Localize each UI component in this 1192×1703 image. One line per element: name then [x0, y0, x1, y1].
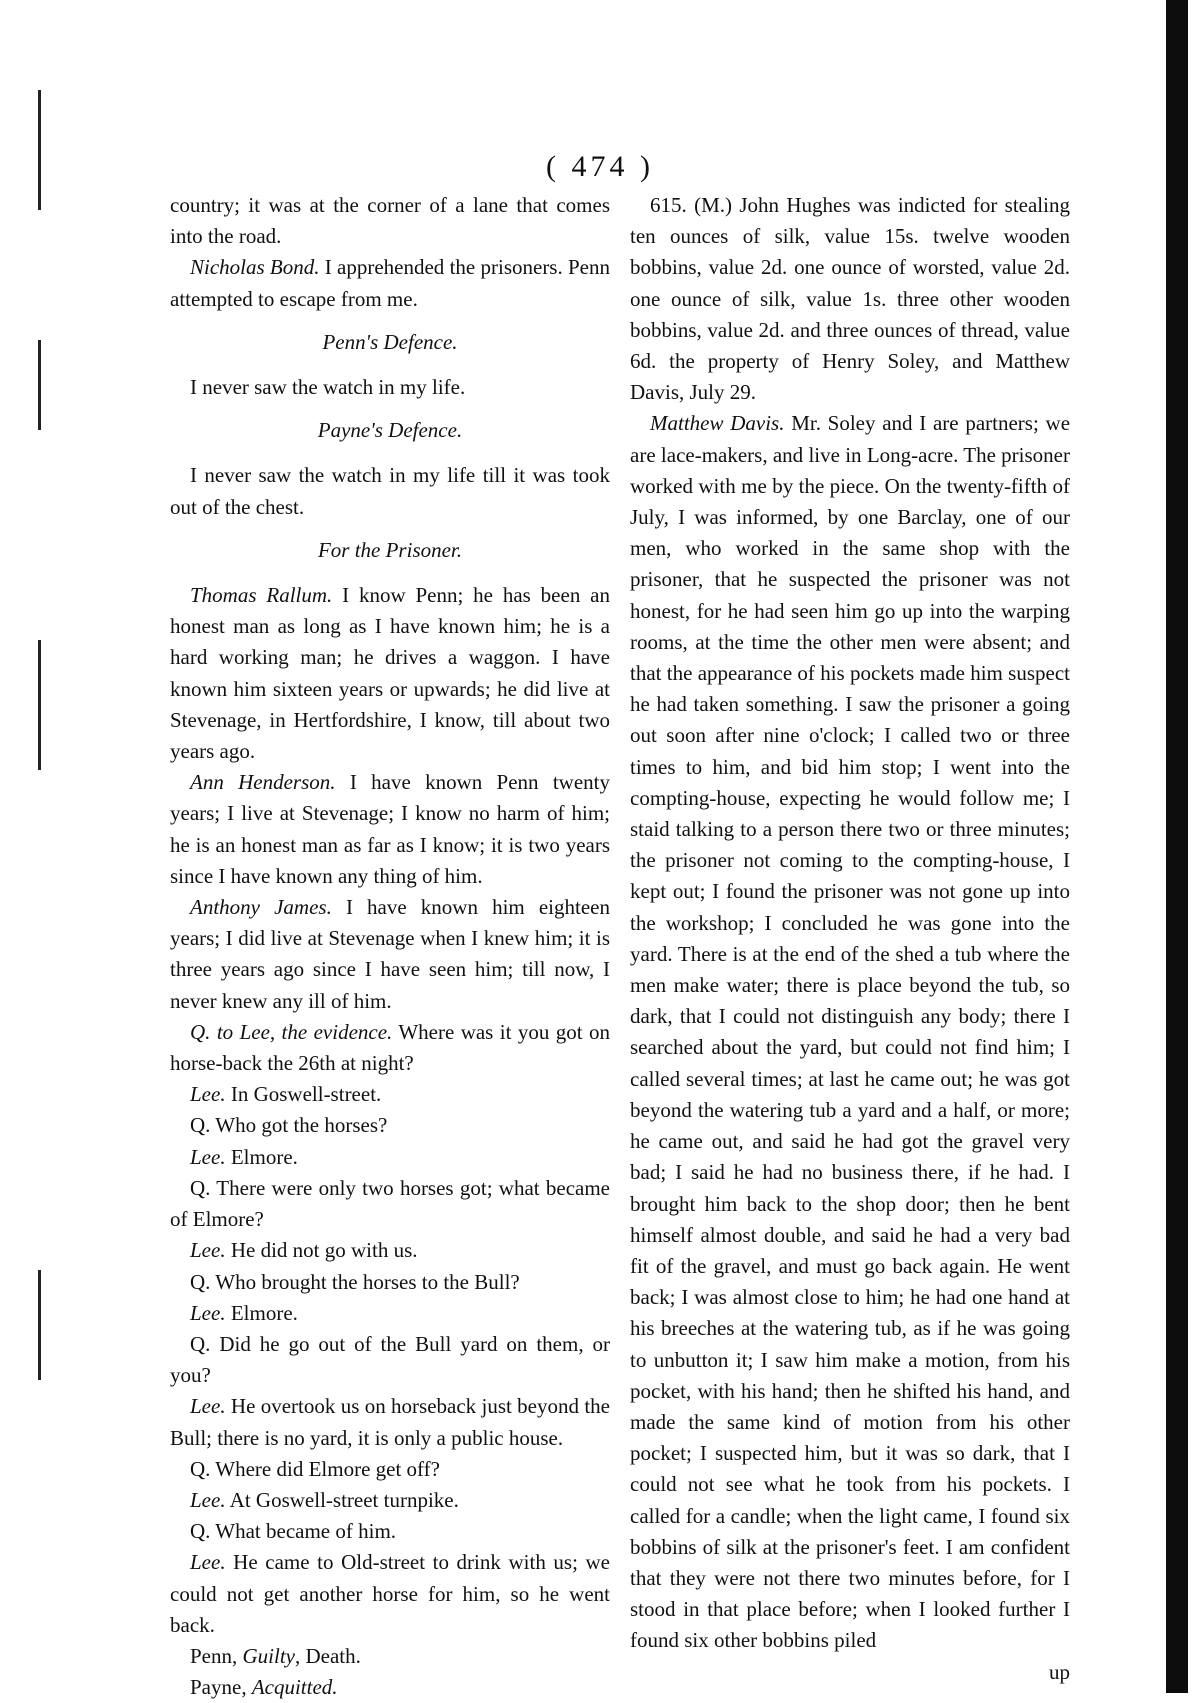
testimony-paragraph — [170, 252, 610, 314]
catchword: up — [1049, 1659, 1070, 1684]
verdict-line — [170, 1641, 610, 1672]
testimony-paragraph — [170, 767, 610, 892]
answer-paragraph — [170, 1547, 610, 1641]
testimony-paragraph — [170, 580, 610, 767]
answer-paragraph — [170, 1485, 610, 1516]
answer-paragraph — [170, 1235, 610, 1266]
answer-paragraph — [170, 1079, 610, 1110]
testimony-text: I have known Penn twenty years; I live at Stevenage; I know no harm of him; he is an honest man as far as I know; it is two years since I have known any thing of him. — [170, 770, 610, 888]
answer-paragraph — [170, 1298, 610, 1329]
verdict: Guilty — [242, 1643, 295, 1668]
scan-edge-bar — [1166, 0, 1188, 1693]
answer-paragraph — [170, 1391, 610, 1453]
indictment-paragraph — [630, 190, 1070, 408]
speaker-name: Lee. — [190, 1487, 226, 1512]
paragraph: country; it was at the corner of a lane that comes into the road. — [170, 193, 610, 249]
speaker-name: Lee. — [190, 1144, 226, 1169]
scan-margin-mark — [38, 90, 41, 210]
speaker-name: Matthew Davis. — [650, 411, 785, 436]
paragraph: I never saw the watch in my life till it was took out of the chest. — [170, 463, 610, 519]
defendant-name: Payne, — [190, 1675, 252, 1700]
section-heading: Penn's Defence. — [322, 329, 458, 354]
answer-text: At Goswell-street turnpike. — [225, 1487, 459, 1512]
question-paragraph: Q. There were only two horses got; what became of Elmore? — [170, 1175, 610, 1232]
answer-text: In Goswell-street. — [225, 1082, 382, 1107]
speaker-name: Ann Henderson. — [190, 770, 336, 795]
speaker-name: Lee. — [190, 1394, 226, 1419]
speaker-name: Lee. — [190, 1238, 226, 1263]
testimony-text: I know Penn; he has been an honest man as long as I have known him; he is a hard working man; he drives a waggon. I have known him sixteen years or upwards; he did live at Stevenage, in Hertfordshire, I know, till about two years ago. — [170, 583, 610, 764]
speaker-name: Thomas Rallum. — [190, 583, 333, 608]
question-paragraph: Q. Did he go out of the Bull yard on them, or you? — [170, 1331, 610, 1388]
question-paragraph: Q. Who brought the horses to the Bull? — [190, 1269, 520, 1294]
case-number: 615. (M.) — [650, 193, 740, 217]
scan-margin-mark — [38, 640, 41, 770]
right-column — [630, 190, 1070, 1688]
question-paragraph: Q. Who got the horses? — [190, 1113, 388, 1138]
answer-text: He came to Old-street to drink with us; we could not get another horse for him, so he went back. — [170, 1550, 610, 1637]
speaker-name: Nicholas Bond. — [190, 255, 320, 280]
left-column — [170, 190, 610, 1703]
question-paragraph — [170, 1017, 610, 1079]
speaker-name: Lee. — [190, 1550, 226, 1575]
testimony-paragraph — [170, 892, 610, 1017]
answer-text: He overtook us on horseback just beyond the Bull; there is no yard, it is only a public house. — [170, 1394, 610, 1450]
verdict: Acquitted. — [251, 1675, 338, 1700]
answer-text: Elmore. — [225, 1144, 298, 1169]
speaker-name: Anthony James. — [190, 895, 332, 920]
question-paragraph: Q. Where did Elmore get off? — [190, 1456, 440, 1481]
testimony-text: Mr. Soley and I are partners; we are lace-makers, and live in Long-acre. The prisoner worked with me by the piece. On the twenty-fifth of July, I was informed, by one Barclay, one of our men, who worked in the same shop with the prisoner, that he suspected the prisoner was not honest, for he had seen him go up into the warping rooms, at the time the other men were absent; and that the appearance of his pockets made him suspect he had taken something. I saw the prisoner a going out soon after nine o'clock; I called two or three times to him, and bid him stop; I went into the compting-house, expecting he would follow me; I staid talking to a person there two or three minutes; the prisoner not coming to the compting-house, I kept out; I found the prisoner was not gone up into the workshop; I concluded he was gone into the yard. There is at the end of the shed a tub where the men make water; there is place beyond the tub, so dark, that I could not distinguish any body; there I searched about the yard, but could not find him; I called several times; at last he came out; he was got beyond the watering tub a yard and a half, or more; he came out, and said he had got the gravel very bad; I said he had no business there, if he had. I brought him back to the shop door; then he bent himself almost double, and said he had a very bad fit of the gravel, and must go back again. He went back; I was almost close to him; he had one hand at his breeches at the watering tub, as if he was going to unbutton it; I saw him make a motion, from his pocket, with his hand; then he shifted his hand, and made the same kind of motion from his other pocket; I suspected him, but it was so dark, that I could not see what he took from his pockets. I called for a candle; when the light came, I found six bobbins of silk at the prisoner's feet. I am confident that they were not there two minutes before, for I stood in that place before; when I looked further I found six other bobbins piled — [630, 411, 1071, 1653]
verdict-line — [170, 1672, 610, 1703]
question-label: Q. to Lee, the evidence. — [190, 1019, 393, 1044]
speaker-name: Lee. — [190, 1300, 226, 1325]
answer-text: He did not go with us. — [225, 1238, 418, 1263]
defendant-name: John Hughes — [739, 193, 851, 217]
page-number: ( 474 ) — [546, 150, 654, 183]
defendant-name: Penn, — [190, 1643, 243, 1668]
indictment-text: was indicted for stealing ten ounces of silk, value 15s. twelve wooden bobbins, value 2d. one ounce of worsted, value 2d. one ounce of silk, value 1s. three other wooden bobbins, value 2d. and three ounces of thread, value 6d. the property of Henry Soley, and Matthew Davis, July 29. — [630, 193, 1070, 405]
scan-margin-mark — [38, 1270, 41, 1380]
testimony-paragraph — [630, 408, 1070, 1656]
testimony-text: I apprehended the prisoners. Penn attempted to escape from me. — [170, 255, 610, 311]
section-heading: Payne's Defence. — [317, 418, 463, 443]
testimony-text: I have known him eighteen years; I did live at Stevenage when I knew him; it is three years ago since I have seen him; till now, I never knew any ill of him. — [170, 895, 610, 1013]
sentence: , Death. — [295, 1643, 361, 1668]
section-heading: For the Prisoner. — [317, 537, 463, 562]
answer-paragraph — [170, 1142, 610, 1173]
question-paragraph: Q. What became of him. — [190, 1519, 397, 1544]
speaker-name: Lee. — [190, 1082, 226, 1107]
question-text: Where was it you got on horse-back the 26th at night? — [170, 1019, 610, 1076]
paragraph: I never saw the watch in my life. — [190, 375, 466, 400]
answer-text: Elmore. — [225, 1300, 298, 1325]
scan-margin-mark — [38, 340, 41, 430]
